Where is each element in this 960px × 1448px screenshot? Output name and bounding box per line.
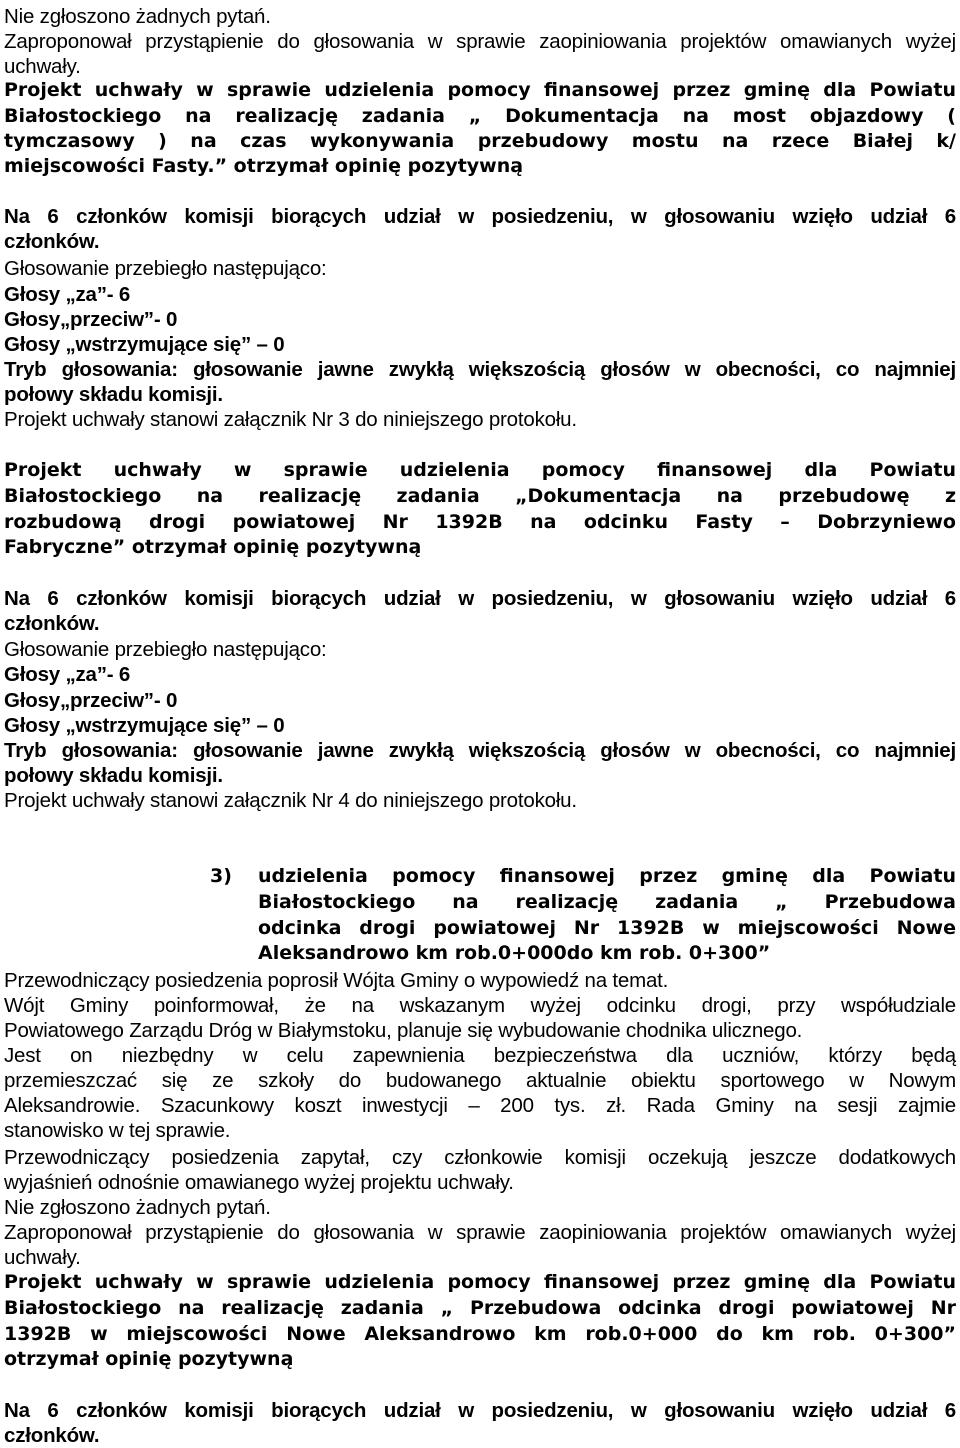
text-line: Głosy „wstrzymujące się” – 0	[4, 333, 285, 356]
text-line: Nie zgłoszono żadnych pytań.	[4, 5, 271, 28]
text-line: Głosy „wstrzymujące się” – 0	[4, 714, 285, 737]
text-line: Fabryczne” otrzymał opinię pozytywną	[4, 536, 422, 558]
text-line: Powiatowego Zarządu Dróg w Białymstoku, planuje się wybudowanie chodnika ulicznego.	[4, 1019, 803, 1042]
text-line: członków.	[4, 1424, 100, 1447]
text-line: Na 6 członków komisji biorących udział w posiedzeniu, w głosowaniu wzięło udział 6	[4, 205, 956, 228]
text-line: stanowisko w tej sprawie.	[4, 1119, 231, 1142]
text-line: Głosy „za”- 6	[4, 283, 131, 306]
text-line: Głosy„przeciw”- 0	[4, 689, 178, 712]
text-line: Na 6 członków komisji biorących udział w posiedzeniu, w głosowaniu wzięło udział 6	[4, 1399, 956, 1422]
text-line: Przewodniczący posiedzenia poprosił Wójta Gminy o wypowiedź na temat.	[4, 969, 669, 992]
text-line: rozbudową drogi powiatowej Nr 1392B na odcinku Fasty – Dobrzyniewo	[4, 511, 956, 533]
text-line: Głosy „za”- 6	[4, 663, 131, 686]
text-line: członków.	[4, 230, 100, 253]
text-line: przemieszczać się ze szkoły do budowanego aktualnie obiektu sportowego w Nowym	[4, 1069, 956, 1092]
text-line: otrzymał opinię pozytywną	[4, 1348, 294, 1370]
text-line: Projekt uchwały w sprawie udzielenia pomocy finansowej przez gminę dla Powiatu	[4, 79, 956, 101]
text-line: Projekt uchwały stanowi załącznik Nr 4 do niniejszego protokołu.	[4, 789, 577, 812]
text-line: Tryb głosowania: głosowanie jawne zwykłą większością głosów w obecności, co najmniej	[4, 739, 956, 762]
text-line: Przewodniczący posiedzenia zapytał, czy członkowie komisji oczekują jeszcze dodatkowych	[4, 1146, 956, 1169]
text-line: członków.	[4, 612, 100, 635]
item-heading-line: udzielenia pomocy finansowej przez gminę dla Powiatu	[258, 865, 956, 887]
text-line: Głosy„przeciw”- 0	[4, 308, 178, 331]
item-heading-line: Aleksandrowo km rob.0+000do km rob. 0+300”	[258, 942, 771, 964]
text-line: Aleksandrowie. Szacunkowy koszt inwestycji – 200 tys. zł. Rada Gminy na sesji zajmie	[4, 1094, 956, 1117]
text-line: połowy składu komisji.	[4, 383, 223, 406]
text-line: Białostockiego na realizację zadania „ Przebudowa odcinka drogi powiatowej Nr	[4, 1297, 956, 1319]
item-heading-line: odcinka drogi powiatowej Nr 1392B w miejscowości Nowe	[258, 917, 956, 939]
text-line: połowy składu komisji.	[4, 764, 223, 787]
text-line: Białostockiego na realizację zadania „Dokumentacja na przebudowę z	[4, 485, 956, 507]
text-line: Zaproponował przystąpienie do głosowania w sprawie zaopiniowania projektów omawianych wyżej	[4, 1221, 956, 1244]
item-number: 3)	[210, 865, 232, 887]
text-line: tymczasowy ) na czas wykonywania przebudowy mostu na rzece Białej k/	[4, 130, 956, 152]
text-line: 1392B w miejscowości Nowe Aleksandrowo km rob.0+000 do km rob. 0+300”	[4, 1323, 956, 1345]
text-line: uchwały.	[4, 1246, 81, 1269]
text-line: Zaproponował przystąpienie do głosowania w sprawie zaopiniowania projektów omawianych wyżej	[4, 30, 956, 53]
text-line: Wójt Gminy poinformował, że na wskazanym wyżej odcinku drogi, przy współudziale	[4, 994, 956, 1017]
text-line: Głosowanie przebiegło następująco:	[4, 638, 327, 661]
text-line: Białostockiego na realizację zadania „ Dokumentacja na most objazdowy (	[4, 105, 956, 127]
text-line: Głosowanie przebiegło następująco:	[4, 257, 327, 280]
text-line: Projekt uchwały stanowi załącznik Nr 3 do niniejszego protokołu.	[4, 408, 577, 431]
text-line: miejscowości Fasty.” otrzymał opinię pozytywną	[4, 155, 524, 177]
text-line: Jest on niezbędny w celu zapewnienia bezpieczeństwa dla uczniów, którzy będą	[4, 1044, 956, 1067]
text-line: Nie zgłoszono żadnych pytań.	[4, 1196, 271, 1219]
text-line: Na 6 członków komisji biorących udział w posiedzeniu, w głosowaniu wzięło udział 6	[4, 587, 956, 610]
text-line: uchwały.	[4, 55, 81, 78]
text-line: Tryb głosowania: głosowanie jawne zwykłą większością głosów w obecności, co najmniej	[4, 358, 956, 381]
item-heading-line: Białostockiego na realizację zadania „ Przebudowa	[258, 891, 956, 913]
text-line: Projekt uchwały w sprawie udzielenia pomocy finansowej przez gminę dla Powiatu	[4, 1271, 956, 1293]
text-line: wyjaśnień odnośnie omawianego wyżej projektu uchwały.	[4, 1171, 514, 1194]
text-line: Projekt uchwały w sprawie udzielenia pomocy finansowej dla Powiatu	[4, 459, 956, 481]
